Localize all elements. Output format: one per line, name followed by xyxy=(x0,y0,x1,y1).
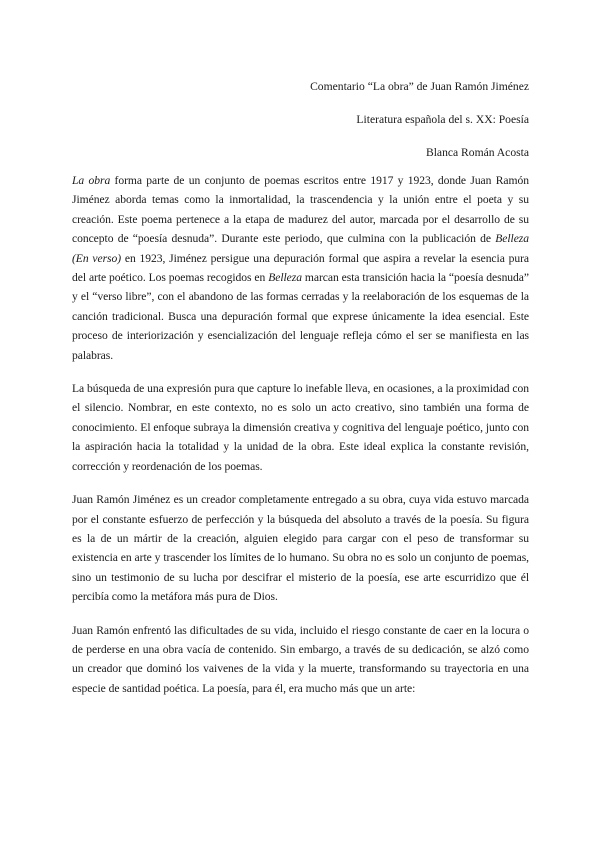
paragraph-3: Juan Ramón Jiménez es un creador completamente entregado a su obra, cuya vida estuvo marcada por el constante esfuerzo de perfección y la búsqueda del absoluto a través de la poesía. Su figura es la de un mártir de la creación, alguien elegido para cargar con el peso de transformar su existencia en arte y trascender los límites de lo humano. Su obra no es solo un conjunto de poemas, sino un testimonio de su lucha por descifrar el misterio de la poesía, ese arte escurridizo que él percibía como la metáfora más pura de Dios. xyxy=(72,493,529,604)
document-body xyxy=(72,171,529,698)
work-title-belleza-en-verso: Belleza (En verso) xyxy=(72,232,529,265)
paragraph-2: La búsqueda de una expresión pura que capture lo inefable lleva, en ocasiones, a la proximidad con el silencio. Nombrar, en este contexto, no es solo un acto creativo, sino también una forma de conocimiento. El enfoque subraya la dimensión creativa y cognitiva del lenguaje poético, junto con la aspiración hacia la totalidad y la unidad de la obra. Este ideal explica la constante revisión, corrección y reordenación de los poemas. xyxy=(72,382,529,473)
paragraph-1-text-a: forma parte de un conjunto de poemas escritos entre 1917 y 1923, donde Juan Ramón Jiménez aborda temas como la inmortalidad, la trascendencia y la unión entre el poeta y su creación. Este poema pertenece a la etapa de madurez del autor, marcada por el desarrollo de su concepto de “poesía desnuda”. Durante este periodo, que culmina con la publicación de xyxy=(72,174,529,246)
course-subject: Literatura española del s. XX: Poesía xyxy=(356,113,529,126)
document-title: Comentario “La obra” de Juan Ramón Jiménez xyxy=(310,80,529,93)
author-name: Blanca Román Acosta xyxy=(425,146,529,159)
paragraph-4: Juan Ramón enfrentó las dificultades de su vida, incluido el riesgo constante de caer en la locura o de perderse en una obra vacía de contenido. Sin embargo, a través de su dedicación, se alzó como un creador que dominó los vaivenes de la vida y la muerte, transformando su trayectoria en una especie de santidad poética. La poesía, para él, era mucho más que un arte: xyxy=(72,623,529,695)
work-title-belleza: Belleza xyxy=(268,271,302,285)
paragraph-1-text-b: en 1923, Jiménez persigue una depuración formal que aspira a revelar la esencia pura del arte poético. Los poemas recogidos en xyxy=(72,251,529,285)
work-title-la-obra: La obra xyxy=(72,174,111,187)
paragraph-1-text-c: marcan esta transición hacia la “poesía desnuda” y el “verso libre”, con el abandono de las formas cerradas y la reelaboración de los esquemas de la canción tradicional. Busca una depuración formal que exprese únicamente la idea esencial. Este proceso de interiorización y esencialización del lenguaje refleja cómo el ser se manifiesta en las palabras. xyxy=(72,271,529,362)
paragraph-1 xyxy=(72,171,529,365)
